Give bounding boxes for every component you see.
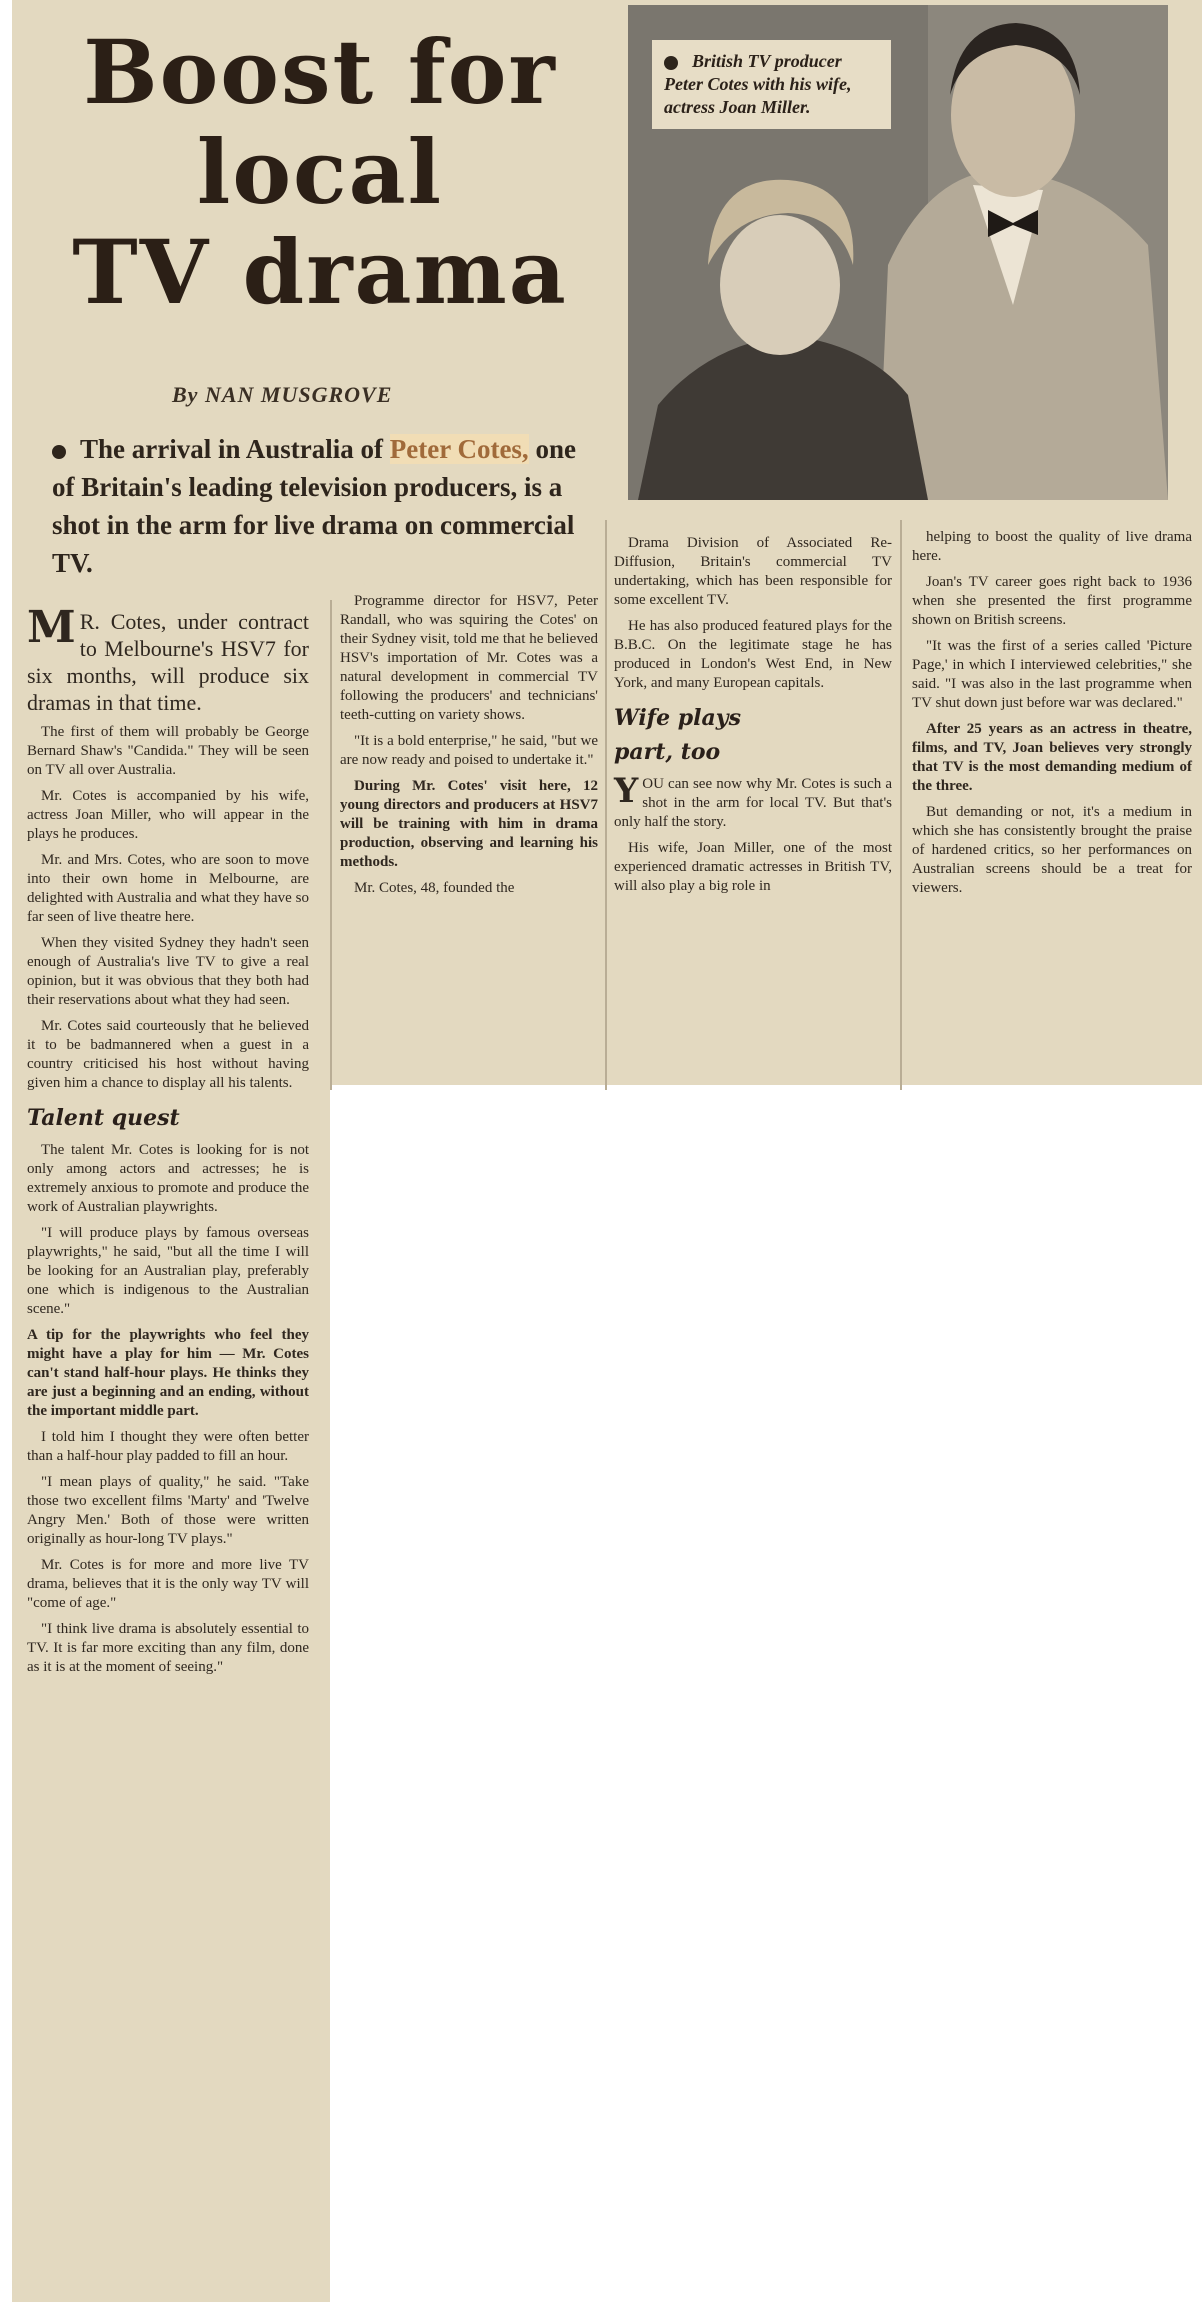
paragraph: "It was the first of a series called 'Picture Page,' in which I interviewed celebrities," she said. "I was also in the last programme when TV shut down just before war was declared." [912,638,1192,711]
column-1 [27,602,309,1684]
lead-text: R. Cotes, under contract to Melbourne's HSV7 for six months, will produce six dramas in that time. [27,609,309,715]
paragraph: The first of them will probably be George Bernard Shaw's "Candida." They will be seen on TV all over Australia. [27,724,309,778]
caption-text: British TV producer Peter Cotes with his wife, actress Joan Miller. [664,51,852,117]
paragraph: He has also produced featured plays for the B.B.C. On the legitimate stage he has produced in London's West End, in New York, and many European capitals. [614,618,892,691]
paragraph: Joan's TV career goes right back to 1936 when she presented the first programme shown on British screens. [912,574,1192,628]
drop-cap: Y [614,771,639,811]
paragraph: But demanding or not, it's a medium in which she has consistently brought the praise of hardened critics, so her performances on Australian screens should be a treat for viewers. [912,804,1192,896]
bold-paragraph: After 25 years as an actress in theatre, films, and TV, Joan believes very strongly that TV is the most demanding medium of the three. [912,721,1192,794]
headline-line-3: TV drama [72,220,568,324]
bold-paragraph: During Mr. Cotes' visit here, 12 young directors and producers at HSV7 will be training with him in drama production, observing and learning his methods. [340,778,598,870]
paragraph: Mr. Cotes, 48, founded the [354,880,515,896]
page-gap [330,1085,1202,1097]
paragraph: Mr. and Mrs. Cotes, who are soon to move into their own home in Melbourne, are delighted with Australia and what they have so far seen of live theatre here. [27,852,309,925]
paragraph: His wife, Joan Miller, one of the most experienced dramatic actresses in British TV, will also play a big role in [614,840,892,894]
headline-line-2: local [196,120,444,224]
bold-paragraph: A tip for the playwrights who feel they might have a play for him — Mr. Cotes can't stand half-hour plays. He thinks they are just a beginning and an ending, without the important middle part. [27,1327,309,1419]
paragraph: "It is a bold enterprise," he said, "but we are now ready and poised to undertake it." [340,733,598,768]
column-3 [614,534,892,903]
paragraph: "I mean plays of quality," he said. "Take those two excellent films 'Marty' and 'Twelve Angry Men.' Both of those were written originally as hour-long TV plays." [27,1474,309,1547]
subheading-part-too: part, too [614,739,721,765]
subheading-wife-plays: Wife plays [614,705,741,731]
bullet-icon [52,445,66,459]
woman-face [720,215,840,355]
paragraph: I told him I thought they were often better than a half-hour play padded to fill an hour. [27,1429,309,1464]
photo-caption [652,40,891,129]
intro-name: Peter Cotes, [389,434,529,464]
caption-bullet-icon [664,56,678,70]
intro-before: The arrival in Australia of [80,434,390,464]
paragraph: When they visited Sydney they hadn't seen enough of Australia's live TV to give a real opinion, but it was obvious that they both had their reservations about what they had seen. [27,935,309,1008]
byline: By NAN MUSGROVE [172,382,393,407]
lead-paragraph [27,602,309,716]
column-rule [330,600,332,1090]
intro-paragraph [52,430,592,582]
paragraph: helping to boost the quality of live drama here. [912,529,1192,564]
column-4 [912,528,1192,905]
paragraph: "I will produce plays by famous overseas playwrights," he said, "but all the time I will be looking for an Australian play, preferably one which is indigenous to the Australian scene." [27,1225,309,1317]
paragraph: The talent Mr. Cotes is looking for is not only among actors and actresses; he is extremely anxious to promote and produce the work of Australian playwrights. [27,1142,309,1215]
column-rule [605,520,607,1090]
paragraph: Mr. Cotes is for more and more live TV drama, believes that it is the only way TV will "come of age." [27,1557,309,1611]
drop-cap: M [27,602,76,653]
paragraph: "I think live drama is absolutely essential to TV. It is far more exciting than any film, done as it is at the moment of seeing." [27,1621,309,1675]
paragraph: Mr. Cotes is accompanied by his wife, actress Joan Miller, who will appear in the plays he produces. [27,788,309,842]
paragraph: Programme director for HSV7, Peter Randall, who was squiring the Cotes' on their Sydney visit, told me that he believed HSV's importation of Mr. Cotes was a natural development in commercial TV following the producers' and technicians' teeth-cutting on variety shows. [340,593,598,723]
headline [20,22,620,322]
column-rule [900,520,902,1090]
headline-line-1: Boost for [83,20,557,124]
subheading-talent-quest: Talent quest [27,1105,180,1131]
intro-after: one of Britain's leading television producers, is a shot in the arm for live drama on commercial TV. [52,434,576,578]
paragraph: Mr. Cotes said courteously that he believed it to be badmannered when a guest in a country criticised his host without having given him a chance to display all his talents. [27,1018,309,1091]
paragraph: Drama Division of Associated Re-Diffusion, Britain's commercial TV undertaking, which has been responsible for some excellent TV. [614,535,892,608]
column-2 [340,592,598,905]
lead-paragraph [614,771,892,832]
lead-text: OU can see now why Mr. Cotes is such a shot in the arm for local TV. But that's only half the story. [614,776,892,830]
